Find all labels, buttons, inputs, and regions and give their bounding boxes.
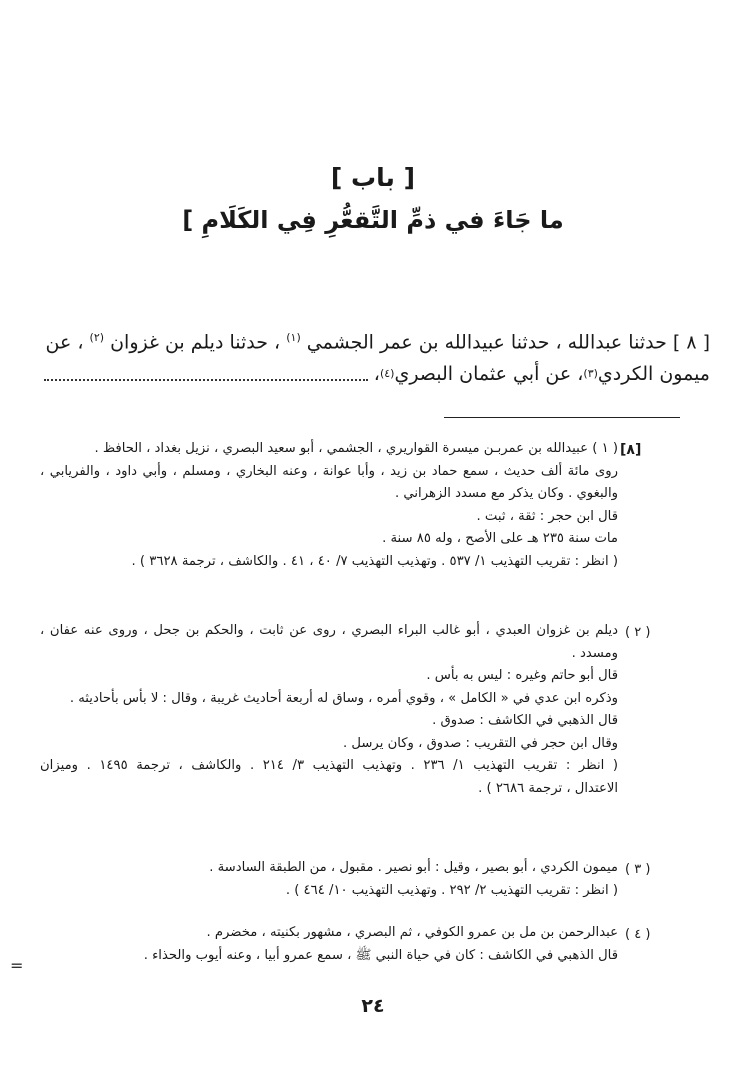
footnote-1-line: ( انظر : تقريب التهذيب ١/ ٥٣٧ . وتهذيب التهذيب ٧/ ٤٠ ، ٤١ . والكاشف ، ترجمة ٣٦٢٨ ) . (131, 553, 618, 569)
footnote-1-line: ( ١ ) عبيدالله بن عمربـن ميسرة القواريري ، الجشمي ، أبو سعيد البصري ، نزيل بغداد ، الحافظ . (94, 441, 618, 456)
chapter-title: [ باب ] (330, 163, 416, 192)
footnote-2-line: قال أبو حاتم وغيره : ليس به بأس . (426, 668, 618, 683)
footnote-2 (40, 620, 618, 800)
footnote-marker-1[interactable]: (١) (286, 331, 301, 344)
hadith-text (38, 320, 710, 392)
footnote-ref-label: [٨] (620, 442, 642, 458)
hadith-line-1: [ ٨ ] حدثنا عبدالله ، حدثنا عبيدالله بن عمر الجشمي $^{(١)}$ ، حدثنا ديلم بن غزوان $^{(٢)}$ ، عن (45, 331, 710, 354)
footnote-1 (40, 438, 618, 573)
footnote-1-line: مات سنة ٢٣٥ هـ على الأصح ، وله ٨٥ سنة . (382, 531, 618, 546)
footnote-3 (40, 857, 618, 902)
footnote-2-line: ( انظر : تقريب التهذيب ١/ ٢٣٦ . وتهذيب التهذيب ٣/ ٢١٤ . والكاشف ، ترجمة ١٤٩٥ . وميزان (40, 758, 618, 773)
footnote-marker-3[interactable]: (٣) (583, 367, 598, 380)
footnote-4-number: ( ٤ ) (625, 927, 651, 942)
chapter-subtitle: ما جَاءَ في ذمِّ التَّقعُّرِ فِي الكَلَامِ ] (182, 206, 564, 234)
continuation-mark: = (10, 956, 24, 975)
footnote-2-line: وقال ابن حجر في التقريب : صدوق ، وكان يرسل . (343, 735, 618, 751)
footnote-2-line: ومسدد . (571, 645, 618, 661)
chapter-heading (0, 158, 746, 240)
footnote-2-number: ( ٢ ) (625, 625, 651, 640)
footnote-3-number: ( ٣ ) (625, 862, 651, 877)
footnote-1-line: روى مائة ألف حديث ، سمع حماد بن زيد ، وأبا عوانة ، وعنه البخاري ، ومسلم ، وأبي داود ، والفريابي ، (40, 463, 618, 479)
footnote-1-number: ( ١ ) (592, 441, 618, 456)
hadith-line-2: ميمون الكردي (٣) ، عن أبي عثمان البصري (٤) ، (38, 356, 710, 392)
footnote-4-line: عبدالرحمن بن مل بن عمرو الكوفي ، ثم البصري ، مشهور بكنيته ، مخضرم . (206, 925, 618, 940)
footnote-4-line: قال الذهبي في الكاشف : كان في حياة النبي ﷺ ، سمع عمرو أبيا ، وعنه أيوب والحذاء . (143, 947, 618, 963)
footnote-marker-4[interactable]: (٤) (379, 367, 395, 380)
footnote-3-line: ( انظر : تقريب التهذيب ٢/ ٢٩٢ . وتهذيب التهذيب ١٠/ ٤٦٤ ) . (285, 882, 618, 898)
footnote-divider (444, 417, 680, 418)
footnote-1-line: قال ابن حجر : ثقة ، ثبت . (476, 508, 618, 524)
footnote-2-line: قال الذهبي في الكاشف : صدوق . (432, 713, 618, 728)
dotted-leader (44, 379, 368, 381)
footnote-4 (40, 922, 618, 967)
footnote-1-line: والبغوي . وكان يذكر مع مسدد الزهراني . (395, 486, 618, 501)
footnote-2-line: وذكره ابن عدي في « الكامل » ، وقوي أمره ، وساق له أربعة أحاديث غريبة ، وقال : لا بأس بأحاديثه . (69, 690, 618, 706)
footnote-3-line: ميمون الكردي ، أبو بصير ، وقيل : أبو نصير . مقبول ، من الطبقة السادسة . (209, 860, 618, 875)
footnote-2-line: ديلم بن غزوان العبدي ، أبو غالب البراء البصري ، روى عن ثابت ، والحكم بن جحل ، وروى عنه عفان ، (40, 623, 618, 638)
footnote-2-line: الاعتدال ، ترجمة ٢٦٨٦ ) . (478, 780, 618, 796)
page-number: ٢٤ (361, 995, 385, 1017)
footnote-marker-2[interactable]: (٢) (89, 331, 105, 344)
